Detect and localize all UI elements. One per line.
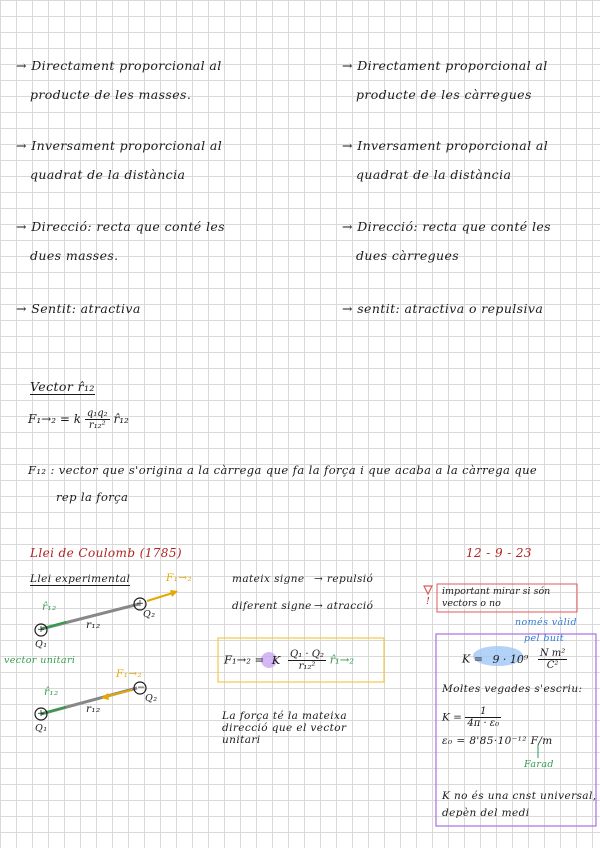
coulomb-prop-line2: producte de les càrregues [356,87,532,102]
diff-sign: diferent signe [232,600,312,612]
k-alt-lhs: K = [442,711,462,724]
gravity-inv-line1: → Inversament proporcional al [16,138,223,153]
force-note-3: unitari [222,734,261,746]
force-label-1: F₁→₂ [166,572,193,584]
k-alt-num: 1 [465,706,501,718]
farad-label: Farad [524,759,554,770]
q1-label-2: Q₁ [35,723,48,734]
q1-sign-1: + [37,624,46,635]
q2-label-1: Q₂ [143,609,156,620]
gravity-prop-line1: → Directament proporcional al [16,58,222,73]
k-units-num: N m² [539,648,566,659]
coulomb-title: Llei de Coulomb (1785) [30,546,182,560]
coulomb-formula [224,649,354,672]
force-note-1: La força té la mateixa [222,710,347,722]
force-label-2: F₁→₂ [116,668,143,680]
distance-label-2: r₁₂ [86,703,101,715]
vector-formula-lhs: F₁→₂ [28,412,57,426]
same-sign: mateix signe [232,573,305,585]
vector-desc-line1: F₁₂ : vector que s'origina a la càrrega que fa la força i que acaba a la càrrega que [28,463,538,477]
force-note-2: direcció que el vector [222,722,347,734]
coulomb-formula-den: r₁₂² [298,661,316,672]
unit-label-2: r̂₁₂ [44,686,59,698]
k-value: 9 · 10⁹ [492,652,529,666]
warning-icon [424,586,432,594]
epsilon-value: ε₀ = 8'85·10⁻¹² F/m [442,735,553,747]
force-arrowhead-1 [170,590,178,597]
distance-label-1: r₁₂ [86,619,101,631]
q1-label-1: Q₁ [35,639,48,650]
coulomb-sense: → sentit: atractiva o repulsiva [342,301,544,316]
gravity-sense: → Sentit: atractiva [16,301,141,316]
vector-formula-eq: = k [59,412,81,426]
k-lhs: K = [462,652,483,666]
k-alt-den: 4π · ε₀ [467,718,500,729]
gravity-dir-line1: → Direcció: recta que conté les [16,219,225,234]
diff-sign-result: → atracció [314,600,374,612]
gravity-inv-line2: quadrat de la distància [30,167,186,182]
coulomb-formula-eq: = [254,652,265,667]
coulomb-formula-num: Q₁ · Q₂ [290,649,324,660]
coulomb-formula-lhs: F₁→₂ [224,652,251,667]
coulomb-date: 12 - 9 - 23 [466,546,532,560]
k-units-den: C² [546,660,559,671]
vector-formula-unit: r̂₁₂ [113,412,129,426]
q2-sign-1: + [136,598,145,609]
not-universal-2: depèn del medi [442,807,530,819]
coulomb-formula-unit: r̂₁→₂ [329,652,355,667]
vector-title: Vector r̂₁₂ [30,379,95,394]
only-valid-2: pel buit [524,633,565,644]
coulomb-prop-line1: → Directament proporcional al [342,58,548,73]
q2-sign-2: − [137,682,146,693]
unit-label-1: r̂₁₂ [42,601,57,613]
unit-vector-note: vector unitari [4,655,76,666]
coulomb-dir-line1: → Direcció: recta que conté les [342,219,551,234]
not-universal-1: K no és una cnst universal, [442,790,597,802]
coulomb-formula-k: K [271,652,281,667]
coulomb-inv-line2: quadrat de la distància [356,167,512,182]
coulomb-inv-line1: → Inversament proporcional al [342,138,549,153]
important-note: important mirar si són vectors o no [442,586,551,609]
k-alt-formula [442,706,501,729]
gravity-prop-line2: producte de les masses. [30,87,192,102]
vector-desc-line2: rep la força [56,490,129,504]
important-mark: ! [426,596,431,607]
many-times: Moltes vegades s'escriu: [442,683,583,695]
k-value-line [462,648,567,671]
coulomb-dir-line2: dues càrregues [356,248,460,263]
experimental-law: Llei experimental [30,573,131,585]
only-valid-1: només vàlid [515,617,577,628]
same-sign-result: → repulsió [314,573,374,585]
q1-sign-2: + [37,708,46,719]
vector-formula-den: r₁₂² [88,420,106,431]
q2-label-2: Q₂ [145,693,158,704]
vector-formula-num: q₁q₂ [86,408,108,419]
gravity-dir-line2: dues masses. [30,248,119,263]
